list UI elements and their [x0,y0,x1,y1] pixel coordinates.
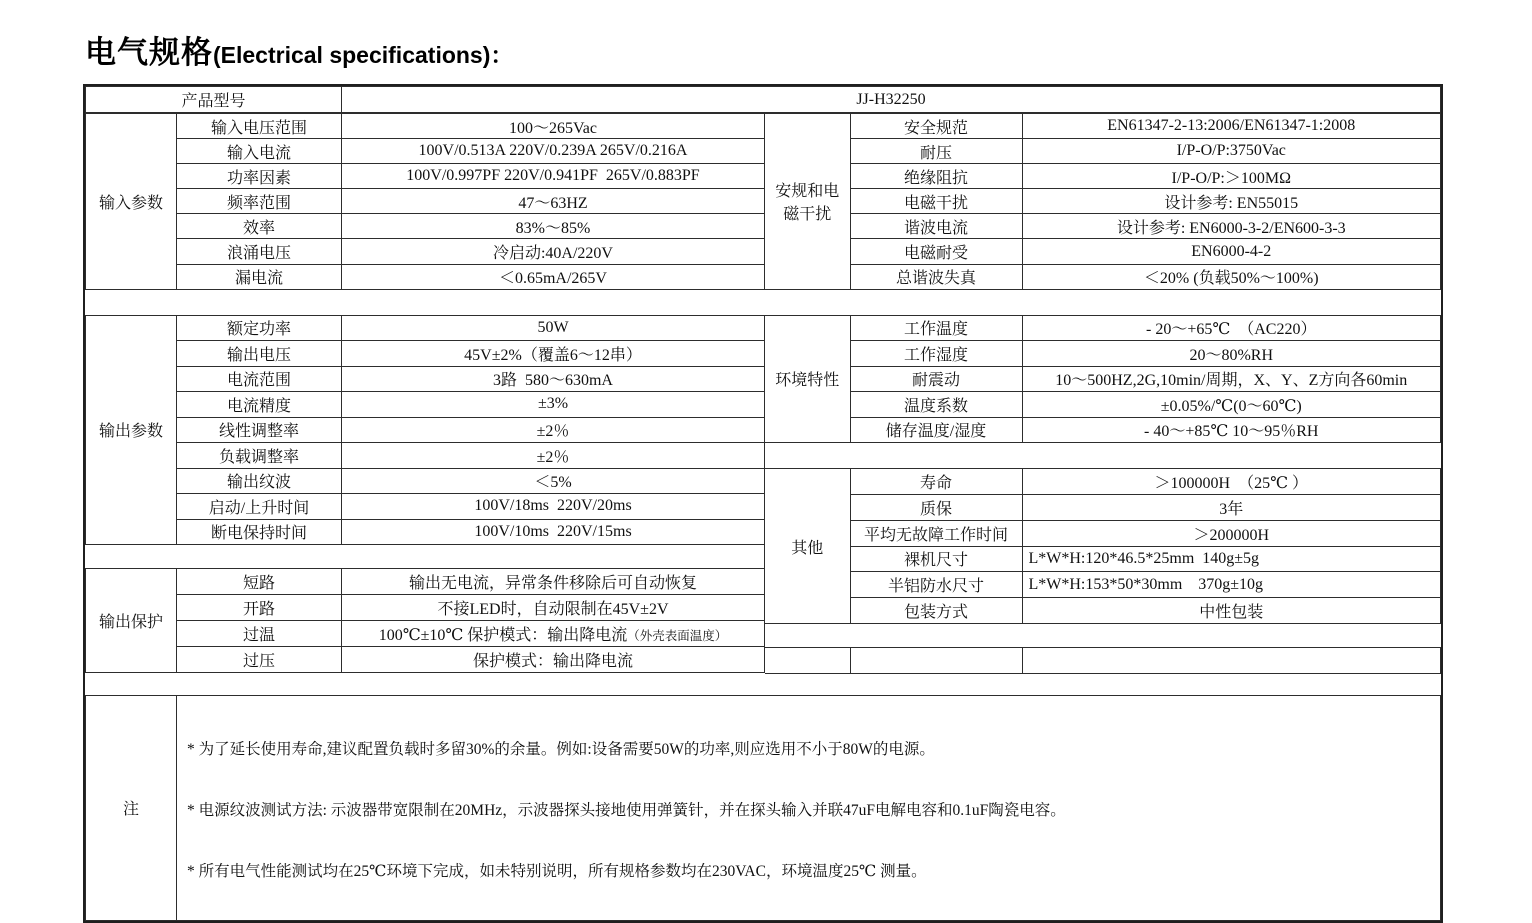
table-row [86,443,765,469]
row-value: 100V/0.997PF 220V/0.941PF 265V/0.883PF [342,164,765,189]
row-value: 3年 [1022,494,1441,520]
spacer-row [85,545,765,568]
table-row [86,239,765,264]
model-value-cell: JJ-H32250 [342,87,1441,113]
row-label: 电磁耐受 [850,239,1022,264]
table-row [765,647,1441,673]
row-label: 谐波电流 [850,214,1022,239]
notes-table [85,695,1441,921]
row-label: 裸机尺寸 [850,546,1022,572]
row-value: ＜20% (负载50%～100%) [1022,264,1441,289]
row-value: 50W [342,315,765,341]
row-label: 输出纹波 [177,468,342,494]
row-label: 输出电压 [177,341,342,367]
row-label: 启动/上升时间 [177,494,342,520]
model-row-table [85,86,1441,113]
row-label: 短路 [177,569,342,595]
table-row [86,621,765,647]
row-label: 负载调整率 [177,443,342,469]
row-label: 耐震动 [850,366,1022,392]
spec-table [83,84,1443,923]
overtemp-value: 100℃±10℃ 保护模式：输出降电流 [378,627,628,645]
notes-cell [177,695,1441,920]
row-value: ＜0.65mA/265V [342,264,765,289]
table-row [765,520,1441,546]
table-row [86,139,765,164]
row-value: L*W*H:120*46.5*25mm 140g±5g [1022,546,1441,572]
table-row [86,341,765,367]
row-label: 输入电压范围 [177,114,342,139]
spacer-row [765,624,1441,647]
row-value: 100V/0.513A 220V/0.239A 265V/0.216A [342,139,765,164]
row-value: I/P-O/P:3750Vac [1022,139,1441,164]
row-label: 安全规范 [850,114,1022,139]
row-label: 总谐波失真 [850,264,1022,289]
row-label: 断电保持时间 [177,519,342,545]
row-label: 工作温度 [850,315,1022,341]
table-row [765,164,1441,189]
environment-table [765,315,1441,444]
row-value: ＞200000H [1022,520,1441,546]
empty-cell [850,647,1022,673]
row-value: 100～265Vac [342,114,765,139]
table-row [86,189,765,214]
spacer-row [85,290,1441,315]
table-row [765,572,1441,598]
spacer-row [765,443,1441,468]
row-value: - 20～+65℃ （AC220） [1022,315,1441,341]
table-row [765,114,1441,139]
note-line: * 电源纹波测试方法: 示波器带宽限制在20MHz，示波器探头接地使用弹簧针，并在探头输入并联47uF电解电容和0.1uF陶瓷电容。 [187,801,1066,819]
model-label-cell: 产品型号 [86,87,342,113]
row-label: 半铝防水尺寸 [850,572,1022,598]
row-value: 45V±2%（覆盖6～12串） [342,341,765,367]
table-row [765,239,1441,264]
row-value: 100V/10ms 220V/15ms [342,519,765,545]
table-row [765,366,1441,392]
table-row [765,546,1441,572]
row-label: 寿命 [850,469,1022,495]
table-row [86,417,765,443]
table-row [86,264,765,289]
row-value: ＜5% [342,468,765,494]
table-row [765,214,1441,239]
table-row [86,164,765,189]
table-row [86,695,1441,920]
row-value: 设计参考: EN6000-3-2/EN600-3-3 [1022,214,1441,239]
row-value: 保护模式：输出降电流 [342,647,765,673]
table-row [765,469,1441,495]
row-value: 20～80%RH [1022,341,1441,367]
table-row [765,139,1441,164]
row-value: 不接LED时，自动限制在45V±2V [342,595,765,621]
row-label: 额定功率 [177,315,342,341]
band-output-env [85,315,1441,674]
row-label: 电流精度 [177,392,342,418]
input-params-group-label: 输入参数 [86,114,177,290]
table-row [86,87,1441,113]
table-row [86,114,765,139]
note-line: * 所有电气性能测试均在25℃环境下完成，如未特别说明，所有规格参数均在230VAC，环境温度25℃ 测量。 [187,862,927,880]
row-label: 平均无故障工作时间 [850,520,1022,546]
table-row [765,417,1441,443]
row-label: 耐压 [850,139,1022,164]
safety-emc-table [765,113,1441,290]
output-params-table [85,315,765,546]
row-label: 效率 [177,214,342,239]
row-label: 输入电流 [177,139,342,164]
table-row [86,595,765,621]
empty-cell [1022,647,1441,673]
row-value: ±3% [342,392,765,418]
row-label: 包装方式 [850,598,1022,624]
table-row [765,494,1441,520]
table-row [86,569,765,595]
table-row [86,366,765,392]
table-row [86,519,765,545]
table-row [765,264,1441,289]
row-value: - 40～+85℃ 10～95％RH [1022,417,1441,443]
output-protection-table [85,568,765,673]
other-table [765,468,1441,624]
row-label: 电磁干扰 [850,189,1022,214]
row-value: 47～63HZ [342,189,765,214]
row-value: L*W*H:153*50*30mm 370g±10g [1022,572,1441,598]
output-protection-group-label: 输出保护 [86,569,177,673]
row-value [342,621,765,647]
row-label: 功率因素 [177,164,342,189]
table-row [765,189,1441,214]
row-value: EN6000-4-2 [1022,239,1441,264]
row-value: ±2％ [342,443,765,469]
table-row [86,647,765,673]
safety-emc-group-label: 安规和电磁干扰 [765,114,850,290]
row-label: 线性调整率 [177,417,342,443]
row-label: 过温 [177,621,342,647]
row-label: 工作湿度 [850,341,1022,367]
other-group-label: 其他 [765,469,850,624]
row-label: 开路 [177,595,342,621]
row-value: 设计参考: EN55015 [1022,189,1441,214]
table-row [86,392,765,418]
overtemp-note: （外壳表面温度） [627,629,728,644]
row-label: 温度系数 [850,392,1022,418]
row-label: 频率范围 [177,189,342,214]
title-zh: 电气规格 [85,35,213,70]
table-row [86,468,765,494]
table-row [86,494,765,520]
band-input-safety [85,113,1441,290]
row-value: ±0.05%/℃(0～60℃) [1022,392,1441,418]
table-row [86,315,765,341]
row-value: ±2％ [342,417,765,443]
row-value: 输出无电流，异常条件移除后可自动恢复 [342,569,765,595]
table-row [765,315,1441,341]
row-label: 质保 [850,494,1022,520]
row-label: 绝缘阻抗 [850,164,1022,189]
title-en: (Electrical specifications)： [213,42,514,68]
table-row [765,341,1441,367]
row-label: 浪涌电压 [177,239,342,264]
row-value: ＞100000H （25℃ ） [1022,469,1441,495]
table-row [86,214,765,239]
row-label: 过压 [177,647,342,673]
row-value: 3路 580～630mA [342,366,765,392]
row-value: 10～500HZ,2G,10min/周期，X、Y、Z方向各60min [1022,366,1441,392]
table-row [765,598,1441,624]
input-params-table [85,113,765,290]
row-value: 100V/18ms 220V/20ms [342,494,765,520]
row-value: 83%～85% [342,214,765,239]
page-title [0,0,1532,78]
environment-group-label: 环境特性 [765,315,850,443]
spacer-row [85,674,1441,695]
empty-cell [765,647,850,673]
row-label: 储存温度/湿度 [850,417,1022,443]
row-value: I/P-O/P:＞100MΩ [1022,164,1441,189]
row-value: EN61347-2-13:2006/EN61347-1:2008 [1022,114,1441,139]
row-label: 电流范围 [177,366,342,392]
row-value: 中性包装 [1022,598,1441,624]
notes-group-label: 注 [86,695,177,920]
note-line: * 为了延长使用寿命,建议配置负载时多留30%的余量。例如:设备需要50W的功率,则应选用不小于80W的电源。 [187,740,935,758]
output-params-group-label: 输出参数 [86,315,177,545]
row-value: 冷启动:40A/220V [342,239,765,264]
table-row [765,392,1441,418]
empty-row-table [765,647,1441,674]
row-label: 漏电流 [177,264,342,289]
